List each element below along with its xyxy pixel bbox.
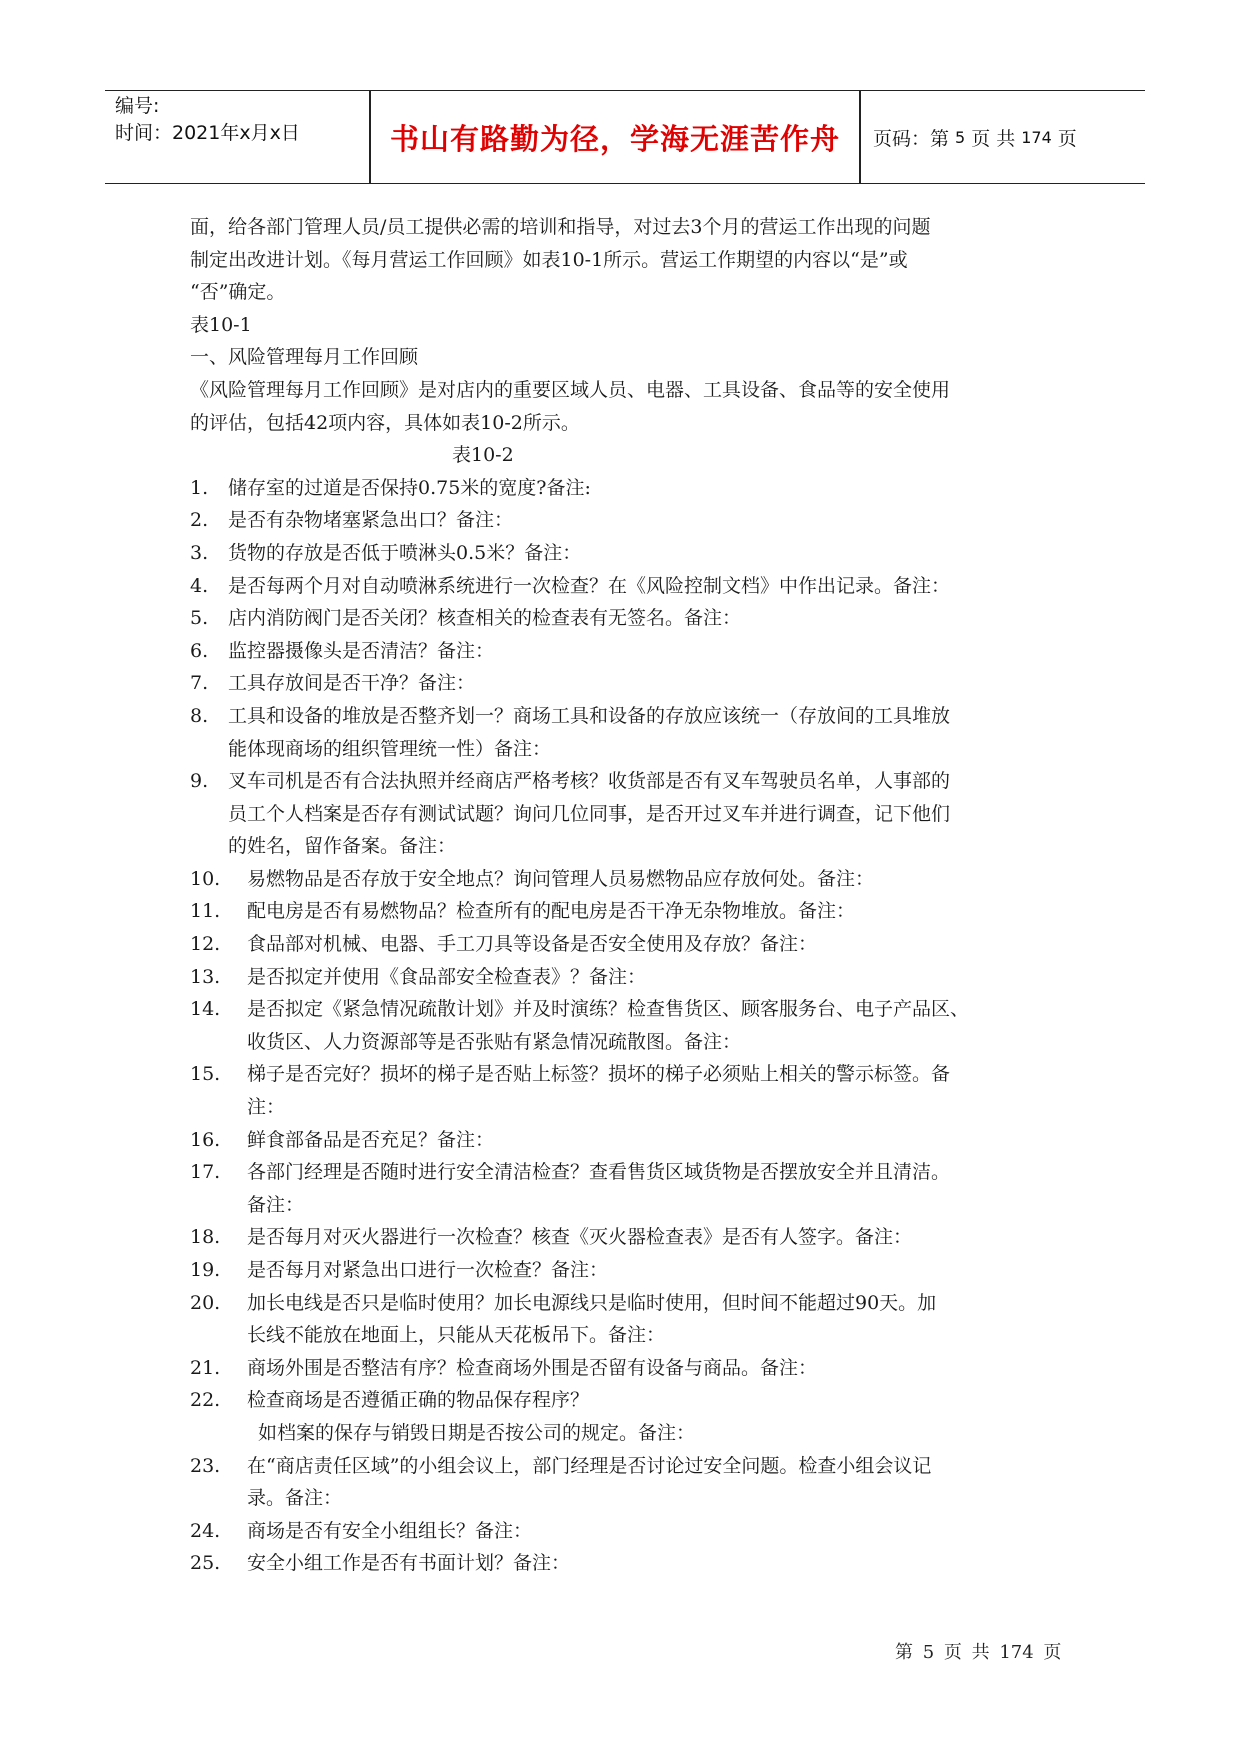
item-number: 6. bbox=[190, 639, 209, 662]
item-number: 16. bbox=[190, 1128, 221, 1151]
item-number: 9. bbox=[190, 770, 209, 793]
item-text-line: 监控器摄像头是否清洁？备注： bbox=[228, 639, 495, 662]
list-item bbox=[190, 1058, 1070, 1123]
list-item bbox=[190, 765, 1070, 863]
item-text-line: 备注： bbox=[247, 1193, 305, 1216]
item-text-line: 是否有杂物堵塞紧急出口？备注： bbox=[228, 509, 514, 532]
item-number: 20. bbox=[190, 1291, 221, 1314]
item-number: 12. bbox=[190, 933, 221, 956]
item-text bbox=[247, 1352, 1070, 1385]
item-text bbox=[228, 570, 1070, 603]
item-text bbox=[247, 1058, 1070, 1123]
item-text bbox=[228, 635, 1070, 668]
item-text-line: 在“商店责任区域”的小组会议上，部门经理是否讨论过安全问题。检查小组会议记 bbox=[247, 1454, 932, 1477]
list-item bbox=[190, 472, 1070, 505]
item-number: 25. bbox=[190, 1552, 221, 1575]
list-item bbox=[190, 700, 1070, 765]
item-text-line: 是否每两个月对自动喷淋系统进行一次检查？在《风险控制文档》中作出记录。备注： bbox=[228, 574, 951, 597]
item-text bbox=[228, 700, 1070, 765]
list-item bbox=[190, 863, 1070, 896]
item-text-line: 安全小组工作是否有书面计划？备注： bbox=[247, 1552, 571, 1575]
item-text-line: 配电房是否有易燃物品？检查所有的配电房是否干净无杂物堆放。备注： bbox=[247, 900, 856, 923]
intro-line: 表10-1 bbox=[190, 313, 252, 336]
item-text-line: 店内消防阀门是否关闭？核查相关的检查表有无签名。备注： bbox=[228, 607, 742, 630]
item-text bbox=[247, 1287, 1070, 1352]
item-text bbox=[247, 928, 1070, 961]
page-footer: 第 5 页 共 174 页 bbox=[895, 1642, 1062, 1663]
item-text bbox=[247, 1450, 1070, 1515]
item-text-line: 是否每月对紧急出口进行一次检查？备注： bbox=[247, 1259, 609, 1281]
item-text bbox=[247, 1547, 1070, 1580]
item-text-line: 叉车司机是否有合法执照并经商店严格考核？收货部是否有叉车驾驶员名单，人事部的 bbox=[228, 770, 951, 793]
list-item bbox=[190, 1547, 1070, 1580]
item-number: 18. bbox=[190, 1226, 221, 1249]
intro-line: 面，给各部门管理人员/员工提供必需的培训和指导，对过去3个月的营运工作出现的问题 bbox=[190, 216, 931, 238]
item-number: 15. bbox=[190, 1063, 221, 1086]
item-number: 17. bbox=[190, 1161, 221, 1184]
item-text-line: 是否拟定《紧急情况疏散计划》并及时演练？检查售货区、顾客服务台、电子产品区、 bbox=[247, 998, 970, 1021]
intro-line: 的评估，包括42项内容，具体如表10-2所示。 bbox=[190, 411, 580, 434]
item-number: 5. bbox=[190, 607, 209, 630]
item-text-line: 各部门经理是否随时进行安全清洁检查？查看售货区域货物是否摆放安全并且清洁。 bbox=[247, 1161, 951, 1184]
list-item bbox=[190, 993, 1070, 1058]
item-text-line: 能体现商场的组织管理统一性）备注： bbox=[228, 737, 552, 760]
page-total: 174 bbox=[1021, 127, 1052, 147]
list-item bbox=[190, 1515, 1070, 1548]
item-text-line: 储存室的过道是否保持0.75米的宽度?备注: bbox=[228, 476, 591, 499]
list-item bbox=[190, 1156, 1070, 1221]
list-item bbox=[190, 1450, 1070, 1515]
item-number: 13. bbox=[190, 965, 221, 988]
item-number: 4. bbox=[190, 574, 209, 597]
item-text bbox=[247, 1254, 1070, 1287]
item-text bbox=[247, 1384, 1070, 1417]
list-item bbox=[190, 1124, 1070, 1157]
item-number: 2. bbox=[190, 509, 209, 532]
list-item bbox=[190, 1352, 1070, 1385]
list-item bbox=[190, 504, 1070, 537]
item-text-line: 的姓名，留作备案。备注： bbox=[228, 835, 457, 858]
item-text-line: 是否每月对灭火器进行一次检查？核查《灭火器检查表》是否有人签字。备注： bbox=[247, 1226, 913, 1249]
item-text-line: 食品部对机械、电器、手工刀具等设备是否安全使用及存放？备注： bbox=[247, 933, 818, 956]
item-text-line: 注： bbox=[247, 1096, 286, 1119]
item-text bbox=[247, 1221, 1070, 1254]
list-item bbox=[190, 1384, 1070, 1417]
list-item bbox=[190, 1221, 1070, 1254]
list-item bbox=[190, 928, 1070, 961]
item-text bbox=[228, 602, 1070, 635]
item-text-line: 是否拟定并使用《食品部安全检查表》？备注： bbox=[247, 965, 647, 988]
item-text-line: 录。备注： bbox=[247, 1487, 343, 1510]
item-text bbox=[228, 472, 1070, 505]
document-header bbox=[105, 90, 1145, 184]
item-number: 22. bbox=[190, 1389, 221, 1412]
list-item bbox=[190, 667, 1070, 700]
item-text-line: 长线不能放在地面上，只能从天花板吊下。备注： bbox=[247, 1324, 666, 1347]
intro-line: 制定出改进计划。《每月营运工作回顾》如表10-1所示。营运工作期望的内容以“是”或 bbox=[190, 248, 908, 271]
item-number: 21. bbox=[190, 1356, 221, 1379]
page-suffix: 页 bbox=[1057, 127, 1077, 150]
header-divider bbox=[859, 91, 861, 183]
list-item bbox=[190, 961, 1070, 994]
item-text bbox=[228, 765, 1070, 863]
item-number: 1. bbox=[190, 476, 209, 499]
item-text bbox=[247, 993, 1070, 1058]
item-text bbox=[247, 1515, 1070, 1548]
item-number: 10. bbox=[190, 867, 221, 890]
intro-line: 《风险管理每月工作回顾》是对店内的重要区域人员、电器、工具设备、食品等的安全使用 bbox=[190, 378, 951, 401]
list-item bbox=[190, 1254, 1070, 1287]
list-item bbox=[190, 537, 1070, 570]
item-text bbox=[247, 1124, 1070, 1157]
header-meta bbox=[115, 93, 300, 147]
item-number: 11. bbox=[190, 900, 221, 923]
item-text-line: 收货区、人力资源部等是否张贴有紧急情况疏散图。备注： bbox=[247, 1030, 742, 1053]
item-text-line: 梯子是否完好？损坏的梯子是否贴上标签？损坏的梯子必须贴上相关的警示标签。备 bbox=[247, 1063, 951, 1086]
page-num: 5 bbox=[955, 127, 966, 147]
item-number: 8. bbox=[190, 704, 209, 727]
intro-line: 一、风险管理每月工作回顾 bbox=[190, 346, 419, 369]
time-label: 时间：2021年x月x日 bbox=[115, 122, 300, 144]
number-label: 编号: bbox=[115, 95, 160, 117]
item-number: 14. bbox=[190, 998, 221, 1021]
checklist bbox=[190, 472, 1070, 1580]
list-item bbox=[190, 895, 1070, 928]
item-text-line: 工具存放间是否干净？备注： bbox=[228, 672, 476, 695]
page-mid: 页 共 bbox=[971, 127, 1016, 150]
item-number: 23. bbox=[190, 1454, 221, 1477]
item-text bbox=[247, 1156, 1070, 1221]
item-number: 3. bbox=[190, 541, 209, 564]
item-text-line: 鲜食部备品是否充足？备注： bbox=[247, 1128, 495, 1151]
table-caption: 表10-2 bbox=[452, 444, 514, 467]
item-text-line: 易燃物品是否存放于安全地点？询问管理人员易燃物品应存放何处。备注： bbox=[247, 867, 875, 890]
item-text-line: 员工个人档案是否存有测试试题？询问几位同事，是否开过叉车并进行调查，记下他们 bbox=[228, 802, 951, 825]
item-number: 24. bbox=[190, 1519, 221, 1542]
item-number: 7. bbox=[190, 672, 209, 695]
item-number: 19. bbox=[190, 1259, 221, 1281]
item-text-line: 加长电线是否只是临时使用？加长电源线只是临时使用，但时间不能超过90天。加 bbox=[247, 1291, 937, 1314]
header-motto: 书山有路勤为径，学海无涯苦作舟 bbox=[389, 121, 840, 156]
item-text-line: 商场外围是否整洁有序？检查商场外围是否留有设备与商品。备注： bbox=[247, 1356, 818, 1379]
item-text bbox=[228, 537, 1070, 570]
item-text bbox=[247, 895, 1070, 928]
list-item bbox=[190, 602, 1070, 635]
list-item bbox=[190, 635, 1070, 668]
item-text bbox=[247, 961, 1070, 994]
item-text bbox=[228, 667, 1070, 700]
item-text bbox=[247, 863, 1070, 896]
item-text-line: 检查商场是否遵循正确的物品保存程序？ bbox=[247, 1389, 590, 1412]
item-text-line: 货物的存放是否低于喷淋头0.5米？备注： bbox=[228, 541, 582, 564]
item-text-line: 工具和设备的堆放是否整齐划一？商场工具和设备的存放应该统一（存放间的工具堆放 bbox=[228, 704, 951, 727]
item-text bbox=[228, 504, 1070, 537]
intro-paragraphs bbox=[190, 211, 1070, 439]
document-body bbox=[190, 211, 1070, 1580]
item-subline: 如档案的保存与销毁日期是否按公司的规定。备注： bbox=[258, 1421, 696, 1444]
list-item bbox=[190, 570, 1070, 603]
page-prefix: 页码：第 bbox=[873, 127, 950, 150]
header-page-number bbox=[873, 91, 1077, 183]
list-item bbox=[190, 1287, 1070, 1352]
item-text-line: 商场是否有安全小组组长？备注： bbox=[247, 1519, 533, 1542]
intro-line: “否”确定。 bbox=[190, 281, 286, 304]
